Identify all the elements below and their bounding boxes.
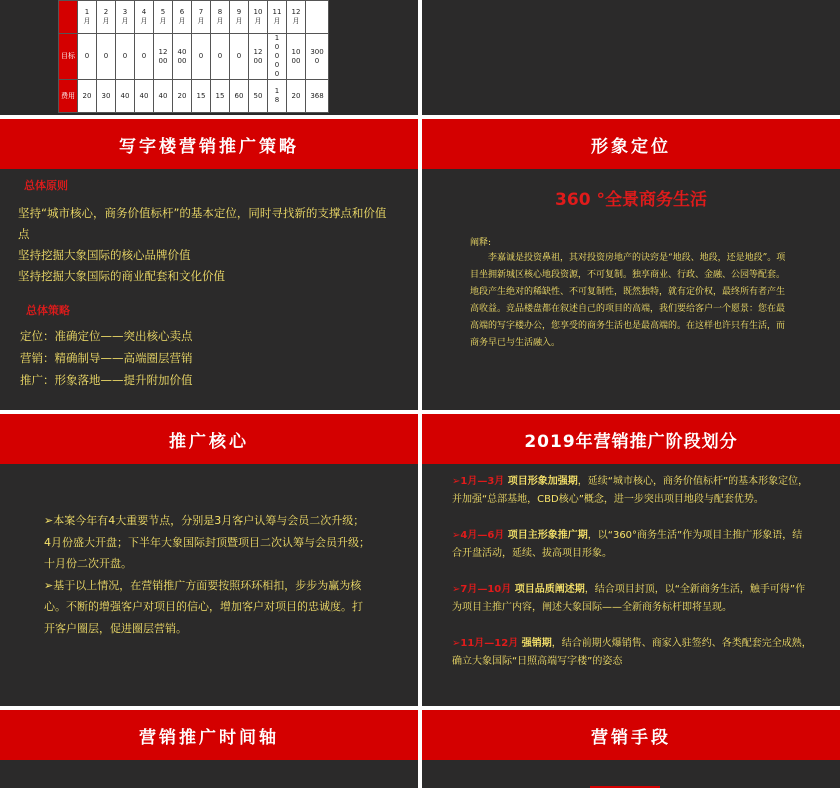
- slide-title-bar: [0, 710, 418, 760]
- table-cell: [306, 1, 329, 34]
- table-cell: 2 月: [97, 1, 116, 34]
- phase-name: 项目品质阐述期: [514, 584, 585, 595]
- table-cell: 40 00: [173, 34, 192, 80]
- slide-blank: [422, 0, 840, 115]
- slide-phase-division: [422, 414, 840, 706]
- phase-list: [452, 473, 812, 689]
- slide-timeline: [0, 710, 418, 788]
- row-header: [59, 1, 78, 34]
- slide-title: 推广核心: [169, 431, 249, 452]
- slide-marketing-strategy: [0, 119, 418, 410]
- slide-title-bar: [422, 119, 840, 169]
- table-cell: 20: [173, 80, 192, 113]
- phase-desc: ，结合项目封顶，以“全新商务生活，触手可得”作为项目主推广内容，阐述大象国际——全新商务标杆即将呈现。: [452, 584, 806, 613]
- phase-name: 项目形象加强期: [507, 476, 578, 487]
- slide-title: 营销推广时间轴: [139, 727, 279, 748]
- phase-desc: ，以“360°商务生活”作为项目主推广形象语，结合开盘活动，延续、拔高项目形象。: [452, 530, 803, 559]
- slide-title: 形象定位: [591, 136, 671, 157]
- slide-title-bar: [0, 414, 418, 464]
- table-cell: 12 月: [287, 1, 306, 34]
- phase-name: 项目主形象推广期: [507, 530, 588, 541]
- phase-date: ➢7月—10月: [452, 584, 515, 595]
- explanation-body: 李嘉诚是投资鼻祖，其对投资房地产的诀窍是“地段、地段，还是地段”。项目坐拥新城区核心地段资源，不可复制。独享商业、行政、金融、公园等配套。地段产生绝对的稀缺性、不可复制性，既然独特，就有定价权，最终所有者产生高收益。竞品楼盘都在叙述自己的项目的高端，我们要给客户一个愿景：您在最高端的写字楼办公，您享受的商务生活也是最高端的。在这样也许只有生活，而商务早已与生活融入。: [470, 253, 786, 348]
- table-cell: 40: [154, 80, 173, 113]
- phase-item: [452, 527, 812, 563]
- slide-marketing-means: [422, 710, 840, 788]
- table-cell: 12 00: [249, 34, 268, 80]
- table-cell: 9 月: [230, 1, 249, 34]
- table-cell: 7 月: [192, 1, 211, 34]
- table-cell: 0: [192, 34, 211, 80]
- table-cell: 6 月: [173, 1, 192, 34]
- slide-title-bar: [422, 710, 840, 760]
- table-cell: 1 8: [268, 80, 287, 113]
- phase-item: [452, 635, 812, 671]
- table-cell: 3 月: [116, 1, 135, 34]
- phase-date: ➢1月—3月: [452, 476, 508, 487]
- table-cell: 40: [116, 80, 135, 113]
- principle-3: 坚持挖掘大象国际的商业配套和文化价值: [18, 269, 225, 283]
- strategy-item: 营销：精确制导——高端圈层营销: [20, 351, 193, 365]
- table-cell: 60: [230, 80, 249, 113]
- principle-text: [18, 203, 390, 287]
- table-cell: 4 月: [135, 1, 154, 34]
- slide-promotion-core: [0, 414, 418, 706]
- table-row: [59, 34, 329, 80]
- core-paragraph: ➢基于以上情况，在营销推广方面要按照环环相扣，步步为赢为核心。不断的增强客户对项目的信心，增加客户对项目的忠诚度。打开客户圈层，促进圈层营销。: [44, 578, 363, 635]
- table-cell: 0: [78, 34, 97, 80]
- table-cell: 50: [249, 80, 268, 113]
- phase-date: ➢4月—6月: [452, 530, 508, 541]
- section-heading: 总体原则: [24, 179, 68, 192]
- phase-date: ➢11月—12月: [452, 638, 522, 649]
- section-heading: 总体策略: [26, 304, 70, 317]
- principle-2: 坚持挖掘大象国际的核心品牌价值: [18, 248, 191, 262]
- positioning-slogan: 360 °全景商务生活: [555, 190, 707, 210]
- table-cell: 10 月: [249, 1, 268, 34]
- table-cell: 10 00: [287, 34, 306, 80]
- slide-title-bar: [422, 414, 840, 464]
- table-cell: 8 月: [211, 1, 230, 34]
- core-text: [44, 510, 370, 639]
- table-cell: 0: [211, 34, 230, 80]
- table-cell: 15: [192, 80, 211, 113]
- slide-title: 营销手段: [591, 727, 671, 748]
- table-cell: 300 0: [306, 34, 329, 80]
- strategy-list: [20, 325, 193, 391]
- table-row: [59, 80, 329, 113]
- strategy-item: 定位：准确定位——突出核心卖点: [20, 329, 193, 343]
- phase-desc: ，延续“城市核心，商务价值标杆”的基本形象定位，并加强“总部基地，CBD核心”概念，进一步突出项目地段与配套优势。: [452, 476, 809, 505]
- table-cell: 0: [230, 34, 249, 80]
- table-cell: 0: [116, 34, 135, 80]
- table-cell: 40: [135, 80, 154, 113]
- table-cell: 1 月: [78, 1, 97, 34]
- phase-desc: ，结合前期火爆销售、商家入驻签约、各类配套完全成熟，确立大象国际“日照高端写字楼”的姿态: [452, 638, 812, 667]
- slide-title-bar: [0, 119, 418, 169]
- strategy-item: 推广：形象落地——提升附加价值: [20, 373, 193, 387]
- core-paragraph: ➢本案今年有4大重要节点，分别是3月客户认筹与会员二次升级；4月份盛大开盘；下半年大象国际封顶暨项目二次认筹与会员升级；十月份二次开盘。: [44, 514, 370, 570]
- budget-table: [58, 0, 329, 113]
- table-row: [59, 1, 329, 34]
- phase-name: 强销期: [521, 638, 552, 649]
- slide-image-positioning: [422, 119, 840, 410]
- slide-budget-table: [0, 0, 418, 115]
- phase-item: [452, 473, 812, 509]
- table-cell: 1 0 0 0 0: [268, 34, 287, 80]
- table-cell: 20: [287, 80, 306, 113]
- row-header: 费用: [59, 80, 78, 113]
- table-cell: 11 月: [268, 1, 287, 34]
- table-cell: 12 00: [154, 34, 173, 80]
- slide-title: 2019年营销推广阶段划分: [524, 431, 738, 452]
- table-cell: 0: [135, 34, 154, 80]
- table-cell: 30: [97, 80, 116, 113]
- table-cell: 0: [97, 34, 116, 80]
- principle-1: 坚持“城市核心，商务价值标杆”的基本定位，同时寻找新的支撑点和价值点: [18, 206, 387, 241]
- row-header: 目标: [59, 34, 78, 80]
- table-cell: 15: [211, 80, 230, 113]
- phase-item: [452, 581, 812, 617]
- table-cell: 20: [78, 80, 97, 113]
- table-cell: 368: [306, 80, 329, 113]
- table-cell: 5 月: [154, 1, 173, 34]
- slide-title: 写字楼营销推广策略: [119, 136, 299, 157]
- explanation-label: 阐释:: [470, 238, 492, 248]
